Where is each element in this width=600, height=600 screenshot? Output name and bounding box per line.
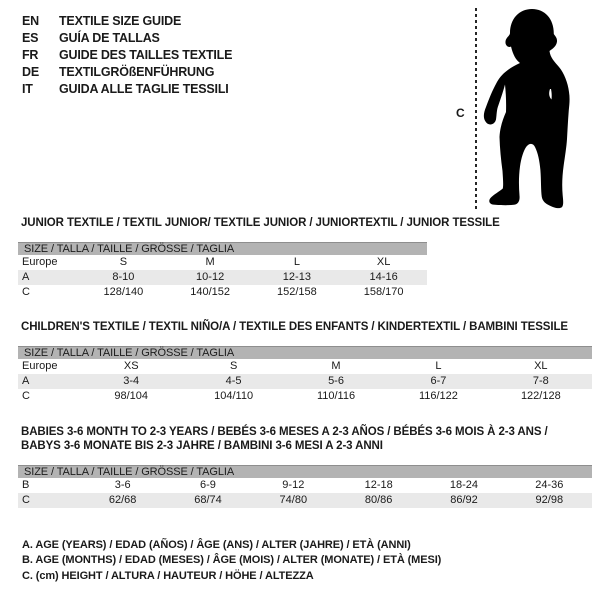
size-cell: 122/128 <box>520 390 561 402</box>
language-code: ES <box>22 31 39 45</box>
size-cell: 7-8 <box>532 375 549 387</box>
guide-title: GUIDA ALLE TAGLIE TESSILI <box>59 82 229 96</box>
guide-title: TEXTILGRÖßENFÜHRUNG <box>59 65 215 79</box>
footnotes <box>22 538 441 584</box>
table-row <box>18 389 592 404</box>
row-label: Europe <box>22 360 58 372</box>
size-cell: 8-10 <box>112 271 135 283</box>
table-row <box>18 270 427 285</box>
size-cell: 5-6 <box>328 375 344 387</box>
row-label: Europe <box>22 256 58 268</box>
guide-title: GUIDE DES TAILLES TEXTILE <box>59 48 233 62</box>
guide-title: TEXTILE SIZE GUIDE <box>59 14 182 28</box>
language-guide <box>22 13 232 98</box>
size-cell: 128/140 <box>103 286 144 298</box>
row-label: A <box>22 271 30 283</box>
guide-title: GUÍA DE TALLAS <box>59 31 160 45</box>
size-cell: 98/104 <box>114 390 149 402</box>
size-cell: 14-16 <box>369 271 398 283</box>
size-table <box>18 346 592 404</box>
size-cell: XL <box>376 256 391 268</box>
row-label: C <box>22 494 30 506</box>
baby-silhouette-icon <box>480 0 600 215</box>
row-label: B <box>22 479 30 491</box>
size-cell: 80/86 <box>364 494 393 506</box>
size-cell: 6-9 <box>200 479 216 491</box>
language-guide-item <box>22 64 232 81</box>
footnote-line: A. AGE (YEARS) / EDAD (AÑOS) / ÂGE (ANS) / ALTER (JAHRE) / ETÀ (ANNI) <box>22 539 411 551</box>
table-row <box>18 255 427 270</box>
size-cell: 12-18 <box>364 479 393 491</box>
size-cell: 3-4 <box>123 375 140 387</box>
size-cell: 4-5 <box>225 375 242 387</box>
row-label: C <box>22 286 30 298</box>
size-table-section <box>18 216 500 300</box>
table-title <box>21 425 592 453</box>
baby-figure-area <box>450 0 600 220</box>
size-cell: L <box>435 360 442 372</box>
table-title <box>21 320 592 334</box>
table-title-line: JUNIOR TEXTILE / TEXTIL JUNIOR/ TEXTILE JUNIOR / JUNIORTEXTIL / JUNIOR TESSILE <box>21 217 500 229</box>
size-cell: 68/74 <box>194 494 222 506</box>
size-cell: 152/158 <box>276 286 317 298</box>
size-cell: XL <box>534 360 548 372</box>
language-code: FR <box>22 48 39 62</box>
size-cell: 110/116 <box>316 390 356 402</box>
size-cell: L <box>293 256 300 268</box>
table-row <box>18 285 427 300</box>
size-cell: 86/92 <box>450 494 478 506</box>
height-measure-label: C <box>456 106 465 120</box>
size-cell: 24-36 <box>535 479 564 491</box>
table-row <box>18 374 592 389</box>
size-table <box>18 465 592 508</box>
language-guide-item <box>22 81 232 98</box>
language-code: DE <box>22 65 39 79</box>
size-cell: 116/122 <box>418 390 458 402</box>
size-cell: 6-7 <box>430 375 447 387</box>
table-row <box>18 478 592 493</box>
size-cell: M <box>205 256 215 268</box>
size-cell: 158/170 <box>363 286 404 298</box>
size-cell: 74/80 <box>279 494 308 506</box>
height-measure-dashed-line <box>475 8 477 212</box>
table-row <box>18 493 592 508</box>
size-cell: 9-12 <box>282 479 305 491</box>
row-label: A <box>22 375 30 387</box>
size-cell: 12-13 <box>282 271 311 283</box>
table-title <box>21 216 500 230</box>
size-cell: 140/152 <box>190 286 230 298</box>
size-cell: XS <box>123 360 139 372</box>
size-cell: 10-12 <box>196 271 225 283</box>
size-cell: S <box>229 360 238 372</box>
size-header-bar: SIZE / TALLA / TAILLE / GRÖSSE / TAGLIA <box>18 242 427 255</box>
row-label: C <box>22 390 30 402</box>
language-code: IT <box>22 82 33 96</box>
table-title-line: BABIES 3-6 MONTH TO 2-3 YEARS / BEBÉS 3-6 MESES A 2-3 AÑOS / BÉBÉS 3-6 MOIS À 2-3 ANS / <box>21 426 548 438</box>
table-title-line: BABYS 3-6 MONATE BIS 2-3 JAHRE / BAMBINI 3-6 MESI A 2-3 ANNI <box>21 440 383 452</box>
size-cell: 92/98 <box>535 494 564 506</box>
size-cell: 3-6 <box>114 479 131 491</box>
size-table-section <box>18 320 592 404</box>
size-table-section <box>18 425 592 508</box>
language-code: EN <box>22 14 39 28</box>
language-guide-item <box>22 30 232 47</box>
language-guide-item <box>22 13 232 30</box>
size-cell: S <box>119 256 128 268</box>
size-cell: 62/68 <box>108 494 137 506</box>
language-guide-item <box>22 47 232 64</box>
table-title-line: CHILDREN'S TEXTILE / TEXTIL NIÑO/A / TEXTILE DES ENFANTS / KINDERTEXTIL / BAMBINI TESSILE <box>21 321 568 333</box>
size-table <box>18 242 427 300</box>
footnote-line: C. (cm) HEIGHT / ALTURA / HAUTEUR / HÖHE / ALTEZZA <box>22 569 314 582</box>
footnote-line: B. AGE (MONTHS) / EDAD (MESES) / ÂGE (MOIS) / ALTER (MONATE) / ETÀ (MESI) <box>22 554 442 567</box>
size-cell: 18-24 <box>449 479 479 491</box>
table-row <box>18 359 592 374</box>
size-header-bar: SIZE / TALLA / TAILLE / GRÖSSE / TAGLIA <box>18 346 592 359</box>
size-cell: 104/110 <box>214 390 254 402</box>
size-cell: M <box>331 360 341 372</box>
size-header-bar: SIZE / TALLA / TAILLE / GRÖSSE / TAGLIA <box>18 465 592 478</box>
